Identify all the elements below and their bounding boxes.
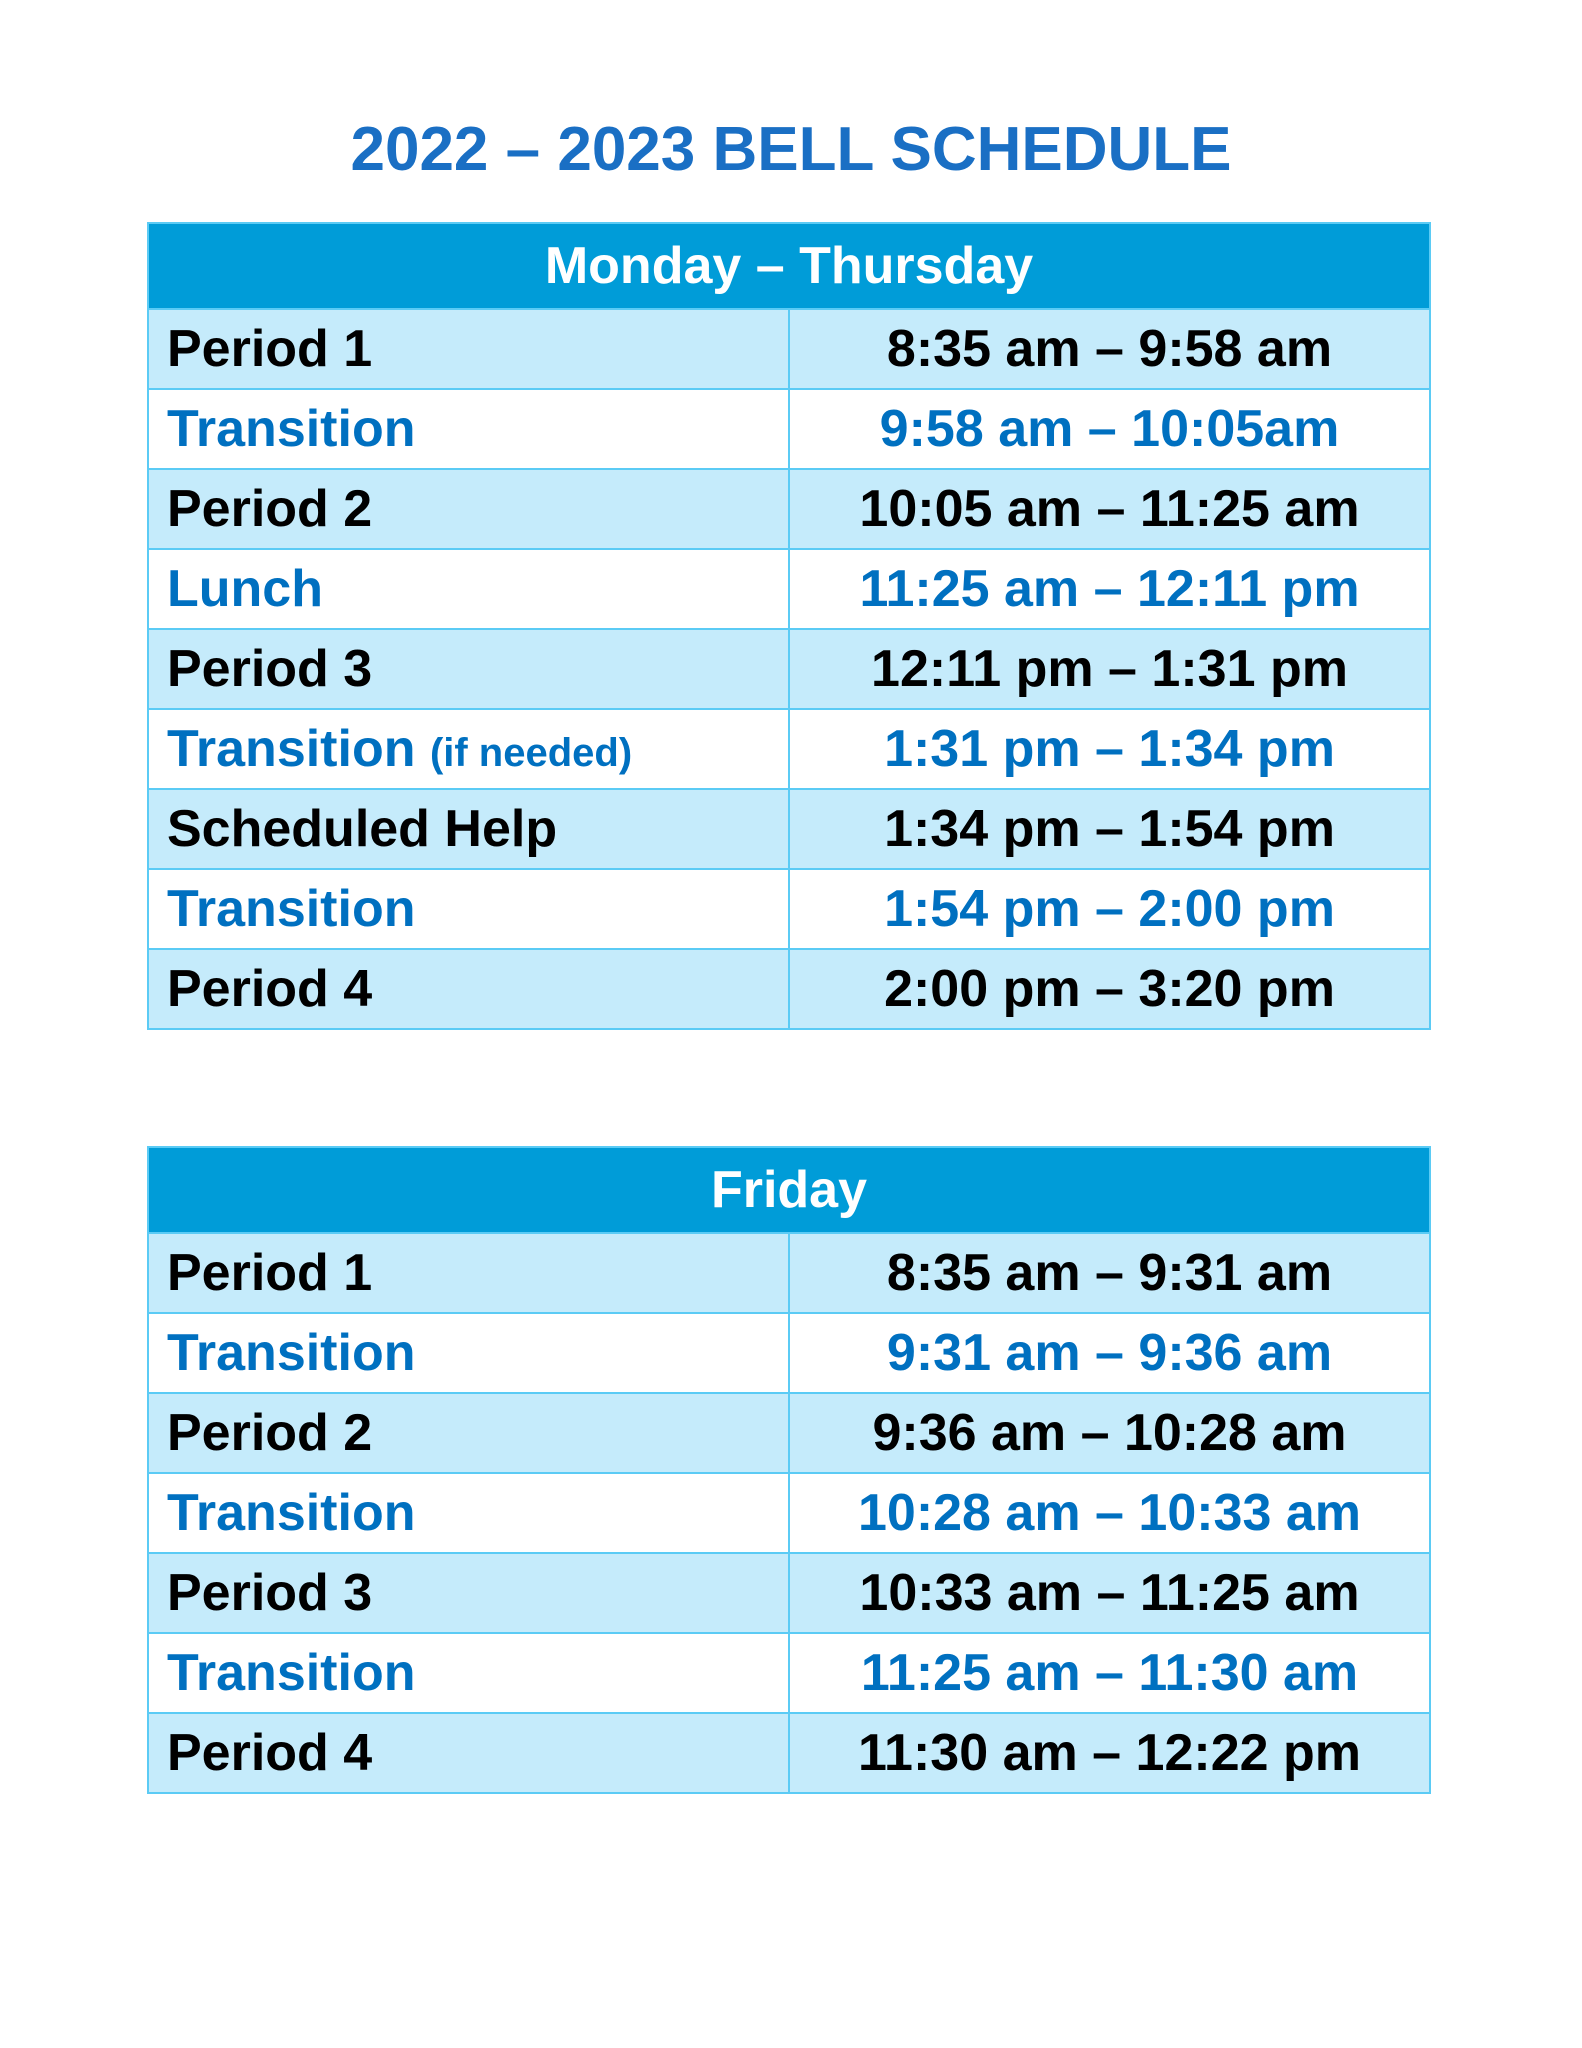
friday-schedule-table [147, 1146, 1431, 1794]
table-header-row [148, 1147, 1430, 1233]
period-time: 1:34 pm – 1:54 pm [789, 789, 1430, 869]
period-time: 9:36 am – 10:28 am [789, 1393, 1430, 1473]
period-time: 8:35 am – 9:31 am [789, 1233, 1430, 1313]
table-row [148, 1313, 1430, 1393]
period-label: Period 1 [148, 309, 789, 389]
table-row [148, 1553, 1430, 1633]
period-time: 10:05 am – 11:25 am [789, 469, 1430, 549]
period-label: Period 4 [148, 949, 789, 1029]
table-row [148, 1233, 1430, 1313]
table-header-row [148, 223, 1430, 309]
table-row [148, 549, 1430, 629]
period-label: Lunch [148, 549, 789, 629]
period-label: Period 2 [148, 1393, 789, 1473]
table-row [148, 629, 1430, 709]
period-time: 11:30 am – 12:22 pm [789, 1713, 1430, 1793]
period-time: 9:58 am – 10:05am [789, 389, 1430, 469]
period-label: Period 3 [148, 629, 789, 709]
table-row [148, 1393, 1430, 1473]
period-label: Period 2 [148, 469, 789, 549]
table-row [148, 469, 1430, 549]
schedule-heading: Friday [148, 1147, 1430, 1233]
period-label: Transition [148, 1313, 789, 1393]
period-label: Transition [148, 389, 789, 469]
table-row [148, 389, 1430, 469]
period-label: Period 4 [148, 1713, 789, 1793]
period-time: 11:25 am – 12:11 pm [789, 549, 1430, 629]
period-time: 1:31 pm – 1:34 pm [789, 709, 1430, 789]
period-time: 9:31 am – 9:36 am [789, 1313, 1430, 1393]
period-label: Scheduled Help [148, 789, 789, 869]
period-time: 10:28 am – 10:33 am [789, 1473, 1430, 1553]
table-row [148, 789, 1430, 869]
period-time: 10:33 am – 11:25 am [789, 1553, 1430, 1633]
table-row [148, 709, 1430, 789]
table-row [148, 309, 1430, 389]
table-row [148, 1633, 1430, 1713]
period-label: Transition [148, 1633, 789, 1713]
table-row [148, 869, 1430, 949]
period-time: 12:11 pm – 1:31 pm [789, 629, 1430, 709]
period-time: 2:00 pm – 3:20 pm [789, 949, 1430, 1029]
period-time: 8:35 am – 9:58 am [789, 309, 1430, 389]
page-title: 2022 – 2023 BELL SCHEDULE [350, 115, 1232, 184]
period-label: Transition [148, 869, 789, 949]
period-time: 1:54 pm – 2:00 pm [789, 869, 1430, 949]
period-label: Transition [148, 1473, 789, 1553]
table-row [148, 1473, 1430, 1553]
schedule-heading: Monday – Thursday [148, 223, 1430, 309]
period-time: 11:25 am – 11:30 am [789, 1633, 1430, 1713]
period-label: Transition (if needed) [148, 709, 789, 789]
period-note: (if needed) [429, 731, 633, 775]
period-label: Period 3 [148, 1553, 789, 1633]
period-label: Period 1 [148, 1233, 789, 1313]
table-row [148, 1713, 1430, 1793]
monday-thursday-schedule-table [147, 222, 1431, 1030]
table-row [148, 949, 1430, 1029]
